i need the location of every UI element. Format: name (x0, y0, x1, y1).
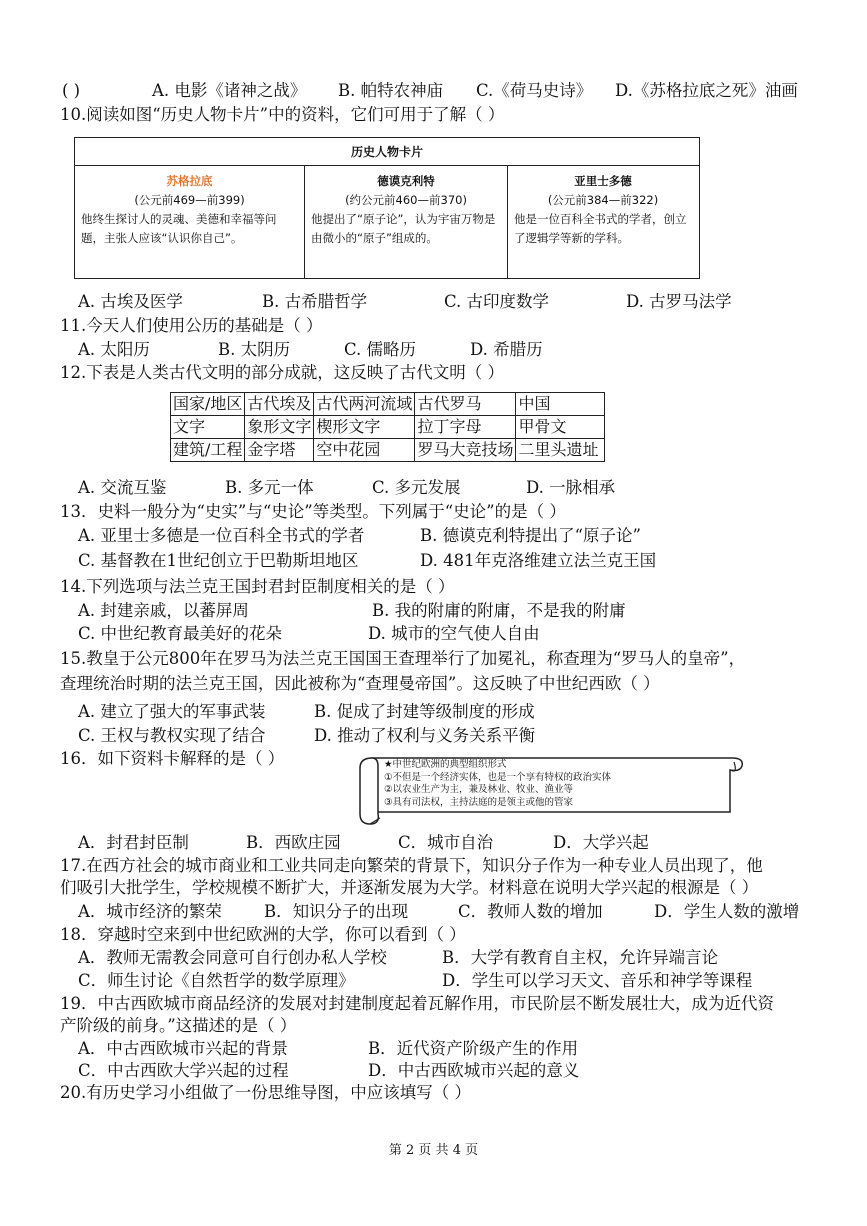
q11-option-a[interactable]: A. 太阳历 (78, 340, 150, 359)
q13-option-b[interactable]: B. 德谟克利特提出了“原子论” (420, 526, 641, 545)
q17-stem-line2: 们吸引大批学生，学校规模不断扩大，并逐渐发展为大学。材料意在说明大学兴起的根源是（ ） (60, 878, 759, 897)
q12-option-d[interactable]: D. 一脉相承 (526, 478, 616, 497)
table-row (171, 439, 605, 462)
table-cell: 文字 (171, 416, 245, 439)
q9-option-a[interactable]: A. 电影《诸神之战》 (152, 81, 307, 100)
q13-option-a[interactable]: A. 亚里士多德是一位百科全书式的学者 (78, 526, 365, 545)
q17-option-d[interactable]: D．学生人数的激增 (654, 902, 800, 921)
q16-option-d[interactable]: D．大学兴起 (553, 833, 649, 852)
q18-option-d[interactable]: D．学生可以学习天文、音乐和神学等课程 (442, 971, 753, 990)
q9-paren: ( ) (62, 81, 81, 100)
q17-option-b[interactable]: B．知识分子的出现 (264, 902, 409, 921)
q14-option-a[interactable]: A. 封建亲戚，以蕃屏周 (78, 601, 249, 620)
q12-option-a[interactable]: A. 交流互鉴 (78, 478, 167, 497)
card-name: 德谟克利特 (377, 174, 435, 188)
q19-stem-line2: 产阶级的前身。”这描述的是（ ） (60, 1016, 297, 1035)
card-years: (公元前384—前322) (547, 193, 659, 207)
q15-stem-line1: 15.教皇于公元800年在罗马为法兰克王国国王查理举行了加冕礼，称查理为“罗马人的皇帝”， (60, 649, 746, 668)
q17-option-a[interactable]: A．城市经济的繁荣 (78, 902, 222, 921)
q11-option-c[interactable]: C. 儒略历 (344, 340, 417, 359)
table-cell: 金字塔 (245, 439, 314, 462)
q11-option-b[interactable]: B. 太阴历 (218, 340, 291, 359)
table-cell: 楔形文字 (314, 416, 415, 439)
q13-option-c[interactable]: C. 基督教在1世纪创立于巴勒斯坦地区 (78, 551, 359, 570)
card-socrates (75, 166, 305, 278)
table-cell: 古代罗马 (415, 393, 516, 416)
q17-option-c[interactable]: C．教师人数的增加 (458, 902, 603, 921)
table-cell: 象形文字 (245, 416, 314, 439)
q19-option-d[interactable]: D．中古西欧城市兴起的意义 (368, 1061, 580, 1080)
q10-option-b[interactable]: B. 古希腊哲学 (262, 292, 368, 311)
q15-option-c[interactable]: C. 王权与教权实现了结合 (78, 726, 266, 745)
card-desc: 他是一位百科全书式的学者，创立了逻辑学等新的学科。 (514, 212, 687, 245)
table-cell: 拉丁字母 (415, 416, 516, 439)
q18-option-a[interactable]: A．教师无需教会同意可自行创办私人学校 (78, 948, 387, 967)
table-cell: 空中花园 (314, 439, 415, 462)
data-scroll-card (352, 752, 746, 826)
table-cell: 古代埃及 (245, 393, 314, 416)
q10-option-a[interactable]: A. 古埃及医学 (78, 292, 183, 311)
card-name: 亚里士多德 (574, 174, 632, 188)
card-desc: 他提出了“原子论”，认为宇宙万物是由微小的“原子”组成的。 (311, 212, 496, 245)
scroll-card-text (384, 759, 611, 809)
table-row (171, 416, 605, 439)
q10-option-d[interactable]: D. 古罗马法学 (626, 292, 732, 311)
q14-stem: 14.下列选项与法兰克王国封君封臣制度相关的是（ ） (60, 577, 455, 596)
q15-option-b[interactable]: B. 促成了封建等级制度的形成 (314, 702, 535, 721)
q17-stem-line1: 17.在西方社会的城市商业和工业共同走向繁荣的背景下，知识分子作为一种专业人员出现了，他 (60, 856, 763, 875)
card-aristotle (508, 166, 698, 278)
card-democritus (305, 166, 508, 278)
scroll-card-line: ①不但是一个经济实体，也是一个享有特权的政治实体 (384, 771, 612, 783)
civilization-table (170, 392, 605, 462)
q12-option-c[interactable]: C. 多元发展 (372, 478, 461, 497)
q19-option-b[interactable]: B．近代资产阶级产生的作用 (368, 1039, 579, 1058)
scroll-card-line: ③具有司法权，主持法庭的是领主或他的管家 (384, 796, 574, 808)
q9-option-c[interactable]: C.《荷马史诗》 (476, 81, 593, 100)
q18-option-c[interactable]: C．师生讨论《自然哲学的数学原理》 (78, 971, 355, 990)
card-years: (公元前469—前399) (134, 193, 245, 207)
history-figure-card (74, 137, 700, 279)
q16-stem: 16．如下资料卡解释的是（ ） (60, 749, 285, 768)
q10-option-c[interactable]: C. 古印度数学 (444, 292, 550, 311)
q16-option-b[interactable]: B．西欧庄园 (246, 833, 341, 852)
q12-option-b[interactable]: B. 多元一体 (225, 478, 314, 497)
q19-stem-line1: 19．中古西欧城市商品经济的发展对封建制度起着瓦解作用，市民阶层不断发展壮大，成为近代资 (60, 994, 774, 1013)
table-cell: 罗马大竞技场 (415, 439, 516, 462)
q15-option-d[interactable]: D. 推动了权利与义务关系平衡 (314, 726, 536, 745)
table-row (171, 393, 605, 416)
card-name: 苏格拉底 (166, 174, 213, 188)
table-cell: 中国 (516, 393, 605, 416)
table-cell: 国家/地区 (171, 393, 245, 416)
table-cell: 二里头遗址 (516, 439, 605, 462)
q14-option-c[interactable]: C. 中世纪教育最美好的花朵 (78, 624, 283, 643)
q13-stem: 13．史料一般分为“史实”与“史论”等类型。下列属于“史论”的是（ ） (60, 502, 566, 521)
card-years: (约公元前460—前370) (345, 193, 467, 207)
table-cell: 建筑/工程 (171, 439, 245, 462)
card-title: 历史人物卡片 (75, 138, 699, 166)
q18-option-b[interactable]: B．大学有教育自主权，允许异端言论 (442, 948, 719, 967)
scroll-card-line: ★中世纪欧洲的典型组织形式 (384, 759, 507, 770)
q19-option-c[interactable]: C．中古西欧大学兴起的过程 (78, 1061, 289, 1080)
card-desc: 他终生探讨人的灵魂、美德和幸福等问题，主张人应该“认识你自己”。 (81, 212, 277, 245)
page-footer: 第 2 页 共 4 页 (388, 1143, 479, 1158)
q20-stem: 20.有历史学习小组做了一份思维导图，中应该填写（ ） (60, 1083, 471, 1102)
q14-option-d[interactable]: D. 城市的空气使人自由 (368, 624, 540, 643)
table-cell: 甲骨文 (516, 416, 605, 439)
q11-option-d[interactable]: D. 希腊历 (470, 340, 543, 359)
q18-stem: 18．穿越时空来到中世纪欧洲的大学，你可以看到（ ） (60, 925, 466, 944)
scroll-card-line: ②以农业生产为主，兼及林业、牧业、渔业等 (384, 784, 574, 795)
q19-option-a[interactable]: A．中古西欧城市兴起的背景 (78, 1039, 288, 1058)
q12-stem: 12.下表是人类古代文明的部分成就，这反映了古代文明（ ） (60, 363, 504, 382)
q16-option-c[interactable]: C．城市自治 (398, 833, 494, 852)
q15-option-a[interactable]: A. 建立了强大的军事武装 (78, 702, 266, 721)
q10-stem: 10.阅读如图“历史人物卡片”中的资料，它们可用于了解（ ） (60, 105, 505, 124)
table-cell: 古代两河流域 (314, 393, 415, 416)
q9-option-d[interactable]: D.《苏格拉底之死》油画 (615, 81, 798, 100)
q16-option-a[interactable]: A．封君封臣制 (78, 833, 189, 852)
q9-option-b[interactable]: B. 帕特农神庙 (338, 81, 444, 100)
q11-stem: 11.今天人们使用公历的基础是（ ） (60, 316, 323, 335)
q15-stem-line2: 查理统治时期的法兰克王国，因此被称为“查理曼帝国”。这反映了中世纪西欧（ ） (60, 674, 660, 693)
q14-option-b[interactable]: B. 我的附庸的附庸，不是我的附庸 (372, 601, 626, 620)
q13-option-d[interactable]: D. 481年克洛维建立法兰克王国 (420, 551, 657, 570)
